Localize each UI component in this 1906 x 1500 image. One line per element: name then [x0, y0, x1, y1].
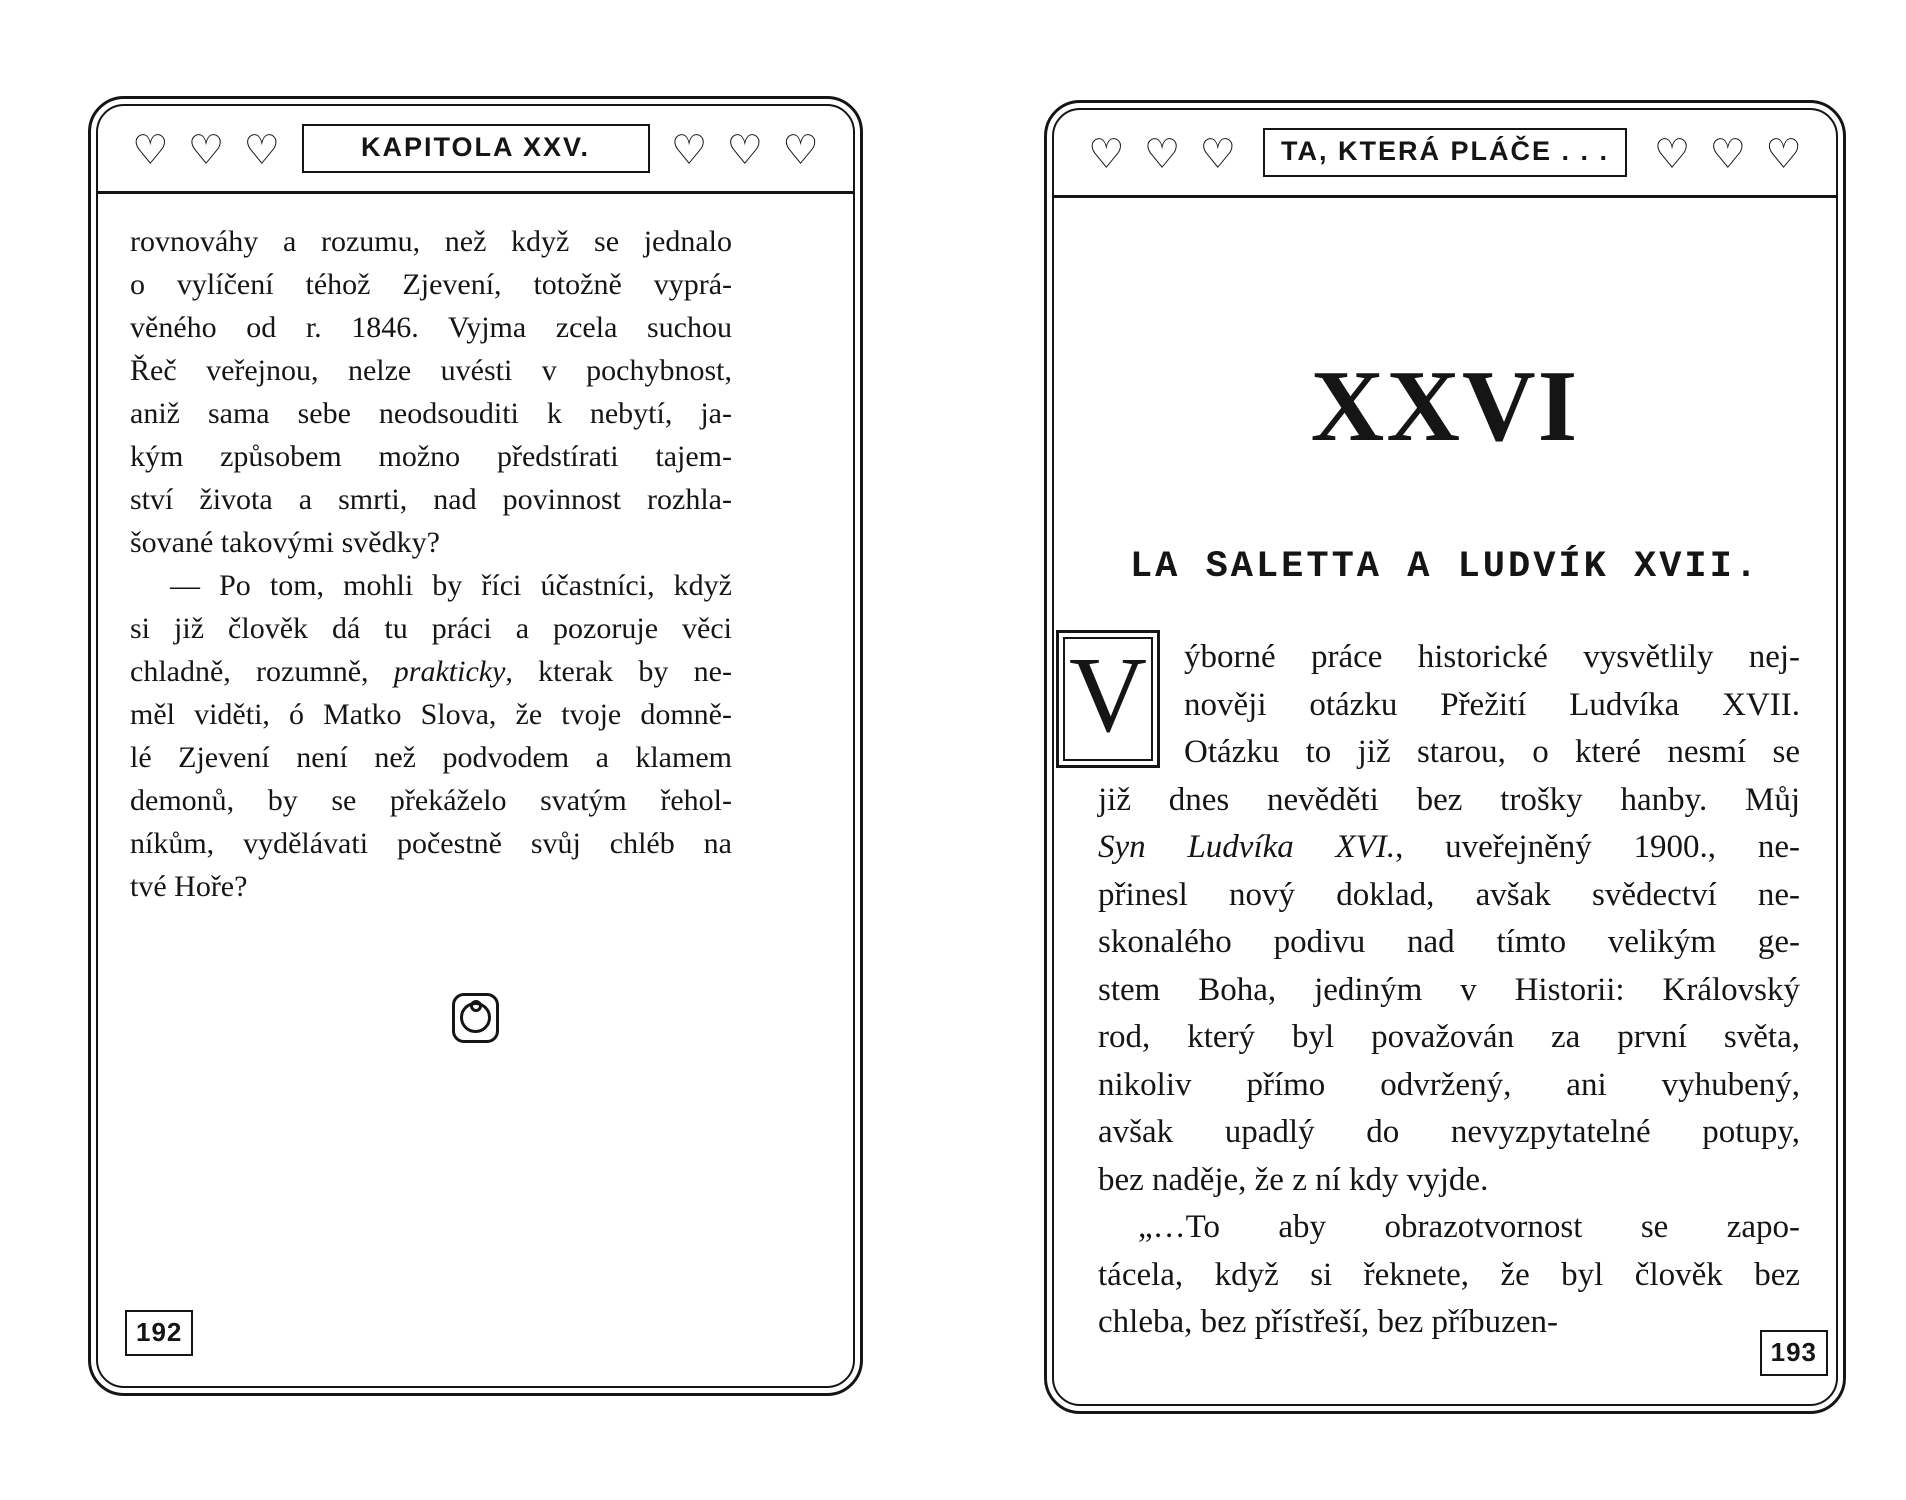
- left-page-header: [98, 106, 853, 194]
- text-line: [1098, 1157, 1800, 1205]
- right-page-body-text: [1069, 634, 1800, 1347]
- heart-icon: ♡: [1088, 129, 1125, 178]
- text-line: [130, 607, 732, 650]
- heart-icon: ♡: [1199, 129, 1237, 178]
- text-line: [130, 220, 732, 263]
- text-segment: si již člověk dá tu práci a pozoruje věci: [130, 612, 732, 645]
- heart-icon: ♡: [132, 125, 169, 174]
- text-segment: ýborné práce historické vysvětlily nej-: [1184, 639, 1800, 675]
- text-segment: — Po tom, mohli by říci účastníci, když: [170, 569, 732, 602]
- text-line: [130, 650, 732, 693]
- text-line: [130, 521, 732, 564]
- text-segment: nověji otázku Přežití Ludvíka XVII.: [1184, 686, 1800, 723]
- text-segment: přinesl nový doklad, avšak svědectví ne-: [1098, 876, 1800, 913]
- text-segment: , uveřejněný 1900., ne-: [1395, 829, 1800, 865]
- text-line: [1098, 1204, 1800, 1252]
- chapter-number: XXVI: [1310, 350, 1580, 463]
- right-page-inner-frame: [1052, 108, 1838, 1406]
- heart-icon: ♡: [1709, 129, 1747, 178]
- text-line: [130, 435, 732, 478]
- heart-icon: ♡: [726, 125, 764, 174]
- heart-icon: ♡: [670, 125, 708, 174]
- text-line: [1098, 967, 1800, 1015]
- text-segment: aniž sama sebe neodsouditi k nebytí, ja-: [130, 397, 732, 430]
- text-segment: rod, který byl považován za první světa,: [1098, 1019, 1800, 1055]
- text-line: [130, 779, 732, 822]
- text-segment: avšak upadlý do nevyzpytatelné potupy,: [1098, 1114, 1800, 1150]
- text-segment: o vylíčení téhož Zjevení, totožně vyprá-: [130, 268, 732, 301]
- text-segment: Otázku to již starou, o které nesmí se: [1184, 734, 1800, 770]
- text-segment: chleba, bez přístřeší, bez příbuzen-: [1098, 1304, 1558, 1340]
- text-segment: tácela, když si řeknete, že byl člověk bez: [1098, 1256, 1800, 1293]
- right-page-hearts-right: [1653, 129, 1802, 178]
- text-line: [130, 263, 732, 306]
- text-segment: rovnováhy a rozumu, než když se jednalo: [130, 225, 732, 258]
- text-line: [1098, 919, 1800, 967]
- left-page-inner-frame: [96, 104, 855, 1388]
- text-segment: šované takovými svědky?: [130, 526, 440, 559]
- text-segment: lé Zjevení není než podvodem a klamem: [130, 741, 732, 774]
- text-line: [1098, 824, 1800, 872]
- text-segment: věného od r. 1846. Vyjma zcela suchou: [130, 311, 732, 344]
- text-line: [1098, 1014, 1800, 1062]
- text-line: [1098, 1062, 1800, 1110]
- left-running-title: KAPITOLA XXV.: [302, 124, 650, 173]
- text-line: [1098, 729, 1800, 777]
- left-page-hearts-left: [132, 125, 281, 174]
- text-line: [1098, 1299, 1800, 1347]
- text-line: [130, 564, 732, 607]
- text-line: [130, 693, 732, 736]
- text-line: [130, 865, 732, 908]
- right-page-header: [1054, 110, 1836, 198]
- heart-icon: ♡: [782, 125, 819, 174]
- text-segment: skonalého podivu nad tímto velikým ge-: [1098, 924, 1800, 960]
- text-line: [130, 306, 732, 349]
- text-line: [1098, 682, 1800, 730]
- text-line: [130, 736, 732, 779]
- heart-icon: ♡: [1143, 129, 1181, 178]
- text-line: [1098, 634, 1800, 682]
- text-segment: bez naděje, že z ní kdy vyjde.: [1098, 1161, 1489, 1198]
- drop-cap-box: [1056, 630, 1160, 768]
- text-segment: Řeč veřejnou, nelze uvésti v pochybnost,: [130, 354, 732, 387]
- text-segment: chladně, rozumně,: [130, 655, 394, 688]
- text-segment: nikoliv přímo odvržený, ani vyhubený,: [1098, 1066, 1800, 1103]
- text-line: [130, 392, 732, 435]
- left-page: [88, 96, 863, 1396]
- text-segment: měl viděti, ó Matko Slova, že tvoje domně-: [130, 698, 732, 731]
- text-segment: demonů, by se překáželo svatým řehol-: [130, 784, 732, 817]
- text-segment: „…To aby obrazotvornost se zapo-: [1138, 1209, 1800, 1245]
- right-page-hearts-left: [1088, 129, 1237, 178]
- heart-icon: ♡: [187, 125, 225, 174]
- text-segment: ství života a smrti, nad povinnost rozhla-: [130, 483, 732, 516]
- text-line: [1098, 1252, 1800, 1300]
- italic-text-segment: prakticky: [393, 655, 506, 688]
- page-number-left: 192: [125, 1310, 193, 1356]
- right-running-title: TA, KTERÁ PLÁČE . . .: [1263, 128, 1627, 177]
- text-segment: stem Boha, jediným v Historii: Královský: [1098, 971, 1800, 1008]
- text-segment: kým způsobem možno předstírati tajem-: [130, 440, 732, 473]
- chapter-end-ornament-icon: [452, 993, 499, 1043]
- text-line: [1098, 777, 1800, 825]
- text-segment: již dnes nevěděti bez trošky hanby. Můj: [1098, 781, 1800, 818]
- text-line: [130, 349, 732, 392]
- heart-icon: ♡: [243, 125, 281, 174]
- ornament-dot: [470, 1000, 482, 1012]
- text-line: [1098, 872, 1800, 920]
- text-segment: , kterak by ne-: [505, 655, 732, 688]
- text-line: [1098, 1109, 1800, 1157]
- heart-icon: ♡: [1765, 129, 1802, 178]
- page-number-right: 193: [1760, 1330, 1828, 1376]
- text-segment: níkům, vydělávati počestně svůj chléb na: [130, 827, 732, 860]
- chapter-subtitle: LA SALETTA A LUDVÍK XVII.: [1129, 546, 1761, 588]
- heart-icon: ♡: [1653, 129, 1691, 178]
- text-line: [130, 822, 732, 865]
- left-page-body-text: [130, 220, 732, 908]
- right-page: [1044, 100, 1846, 1414]
- text-line: [130, 478, 732, 521]
- drop-cap-letter: V: [1069, 636, 1147, 755]
- text-segment: tvé Hoře?: [130, 870, 248, 903]
- italic-text-segment: Syn Ludvíka XVI.: [1098, 829, 1396, 865]
- left-page-hearts-right: [670, 125, 819, 174]
